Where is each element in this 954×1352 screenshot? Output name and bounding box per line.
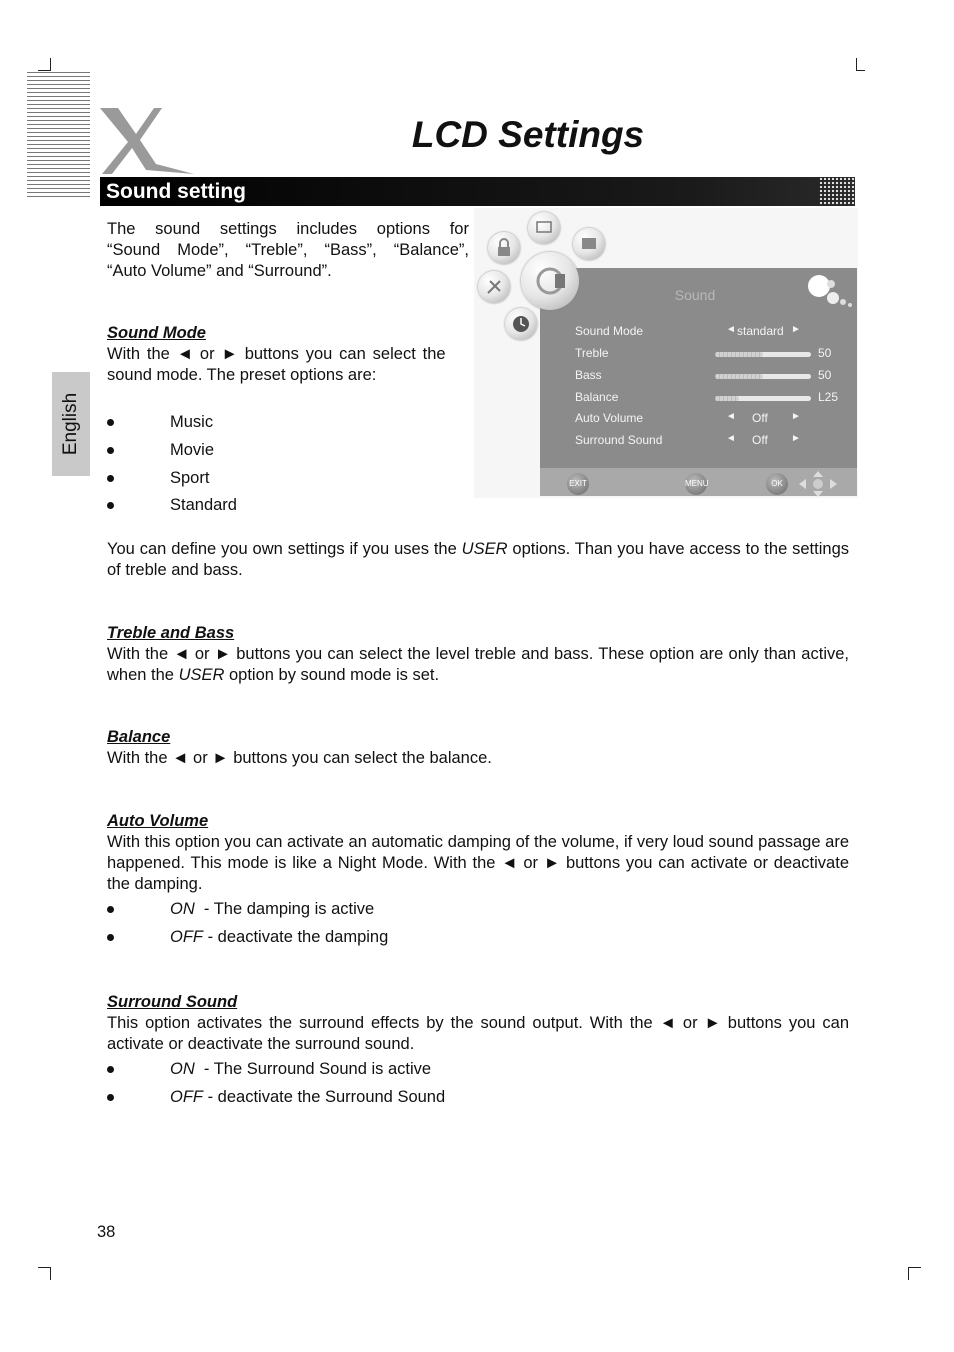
text: option by sound mode is set. [224,666,440,684]
treble-bass-text [107,644,849,686]
bullet-icon [107,906,114,913]
text: You can define you own settings if you uses the [107,540,462,558]
dot-pattern [819,177,855,206]
text: - The damping is active [194,900,375,918]
text: - deactivate the Surround Sound [203,1088,446,1106]
bullet-icon [107,934,114,941]
surround-block [107,992,849,1055]
treble-bass-heading: Treble and Bass [107,624,235,642]
balance-heading: Balance [107,728,171,746]
option-label: Movie [170,441,215,459]
auto-volume-block [107,811,849,895]
bullet-icon [107,447,114,454]
treble-slider[interactable] [715,352,811,357]
slider-fill [715,374,763,379]
bass-slider[interactable] [715,374,811,379]
lock-icon [488,232,520,264]
osd-row-label: Balance [575,390,619,404]
right-arrow-icon[interactable]: ► [791,324,801,335]
bullet-icon [107,475,114,482]
treble-bass-block [107,623,849,686]
bullet-icon [107,419,114,426]
left-arrow-icon[interactable]: ◄ [726,411,736,422]
sound-mode-line-2: sound mode. The preset options are: [107,366,377,384]
left-arrow-icon[interactable]: ◄ [726,324,736,335]
balance-slider[interactable] [715,396,811,401]
intro-line-2 [107,240,469,261]
surround-heading: Surround Sound [107,993,238,1011]
text: With the ◄ or ► buttons you can select the [107,345,446,363]
osd-row-label: Surround Sound [575,433,663,447]
language-label: English [60,392,81,456]
option-label: Standard [170,496,237,514]
decorative-stripes [27,72,90,200]
osd-row-value: Off [752,411,768,425]
right-arrow-icon[interactable]: ► [791,411,801,422]
section-title: Sound setting [106,180,246,203]
osd-row-label: Sound Mode [575,324,644,338]
osd-row-value: standard [737,324,784,338]
osd-row-label: Bass [575,368,602,382]
osd-row-surround-sound[interactable] [575,433,845,453]
osd-row-value: L25 [818,390,839,404]
text: options. Than you have access to the settings of treble and bass. [107,540,849,579]
word: Mode”, [177,241,229,259]
auto-volume-heading: Auto Volume [107,812,209,830]
exit-button[interactable]: EXIT [567,473,589,495]
page-title: LCD Settings [411,114,645,155]
page-number: 38 [97,1223,116,1241]
word: for [449,220,469,238]
text: USER [178,666,225,684]
left-arrow-icon[interactable]: ◄ [726,433,736,444]
user-settings-paragraph [107,539,849,581]
crop-mark-bottom-right [908,1267,921,1280]
osd-row-label: Auto Volume [575,411,644,425]
osd-row-label: Treble [575,346,609,360]
text: - deactivate the damping [203,928,389,946]
intro-line-1 [107,219,469,240]
text: - The Surround Sound is active [194,1060,432,1078]
text: ON [170,900,195,918]
language-tab [52,372,90,476]
option-label: Sport [170,469,210,487]
x-logo-icon [96,104,196,178]
osd-title: Sound [674,287,716,303]
ok-button[interactable]: OK [766,473,788,495]
bullet-icon [107,1066,114,1073]
crop-mark-bottom-left [38,1267,51,1280]
osd-row-bass[interactable] [575,368,845,388]
section-bar [100,177,855,206]
text: With the ◄ or ► buttons you can select the level treble and bass. These option are only than active, when the [107,645,849,684]
word: “Bass”, [324,241,377,259]
osd-row-treble[interactable] [575,346,845,366]
bullet-icon [107,1094,114,1101]
options-icon [478,271,510,303]
intro-line-3: “Auto Volume” and “Surround”. [107,262,332,280]
clock-icon [505,308,537,340]
text: USER [461,540,508,558]
menu-button[interactable]: MENU [685,473,707,495]
osd-row-value: 50 [818,368,832,382]
word: “Sound [107,241,161,259]
word: “Balance”, [393,241,469,259]
word: “Treble”, [245,241,308,259]
osd-row-auto-volume[interactable] [575,411,845,431]
word: The [107,220,136,238]
bullet-icon [107,502,114,509]
text: OFF [170,1088,203,1106]
surround-text: This option activates the surround effects by the sound output. With the ◄ or ► buttons you can activate or deactivate the surround sound. [107,1014,849,1053]
osd-row-value: 50 [818,346,832,360]
auto-volume-text: With this option you can activate an automatic damping of the volume, if very loud sound passage are happened. This mode is like a Night Mode. With the ◄ or ► buttons you can activate or deactivate the damping. [107,833,849,893]
bubbles-decoration-icon [805,274,857,310]
balance-block [107,727,849,769]
sound-mode-line-1 [107,344,469,365]
right-arrow-icon[interactable]: ► [791,433,801,444]
sound-icon [521,252,579,310]
crop-mark-top-left [38,58,51,71]
word: includes [296,220,358,238]
sound-mode-block [107,323,469,386]
word: sound [155,220,201,238]
text: ON [170,1060,195,1078]
sound-mode-heading: Sound Mode [107,324,206,342]
slider-fill [715,396,739,401]
osd-row-value: Off [752,433,768,447]
osd-row-sound-mode[interactable] [575,324,845,344]
osd-row-balance[interactable] [575,390,845,410]
option-label: Music [170,413,214,431]
intro-paragraph [107,219,469,282]
slider-fill [715,352,763,357]
word: options [376,220,430,238]
balance-text: With the ◄ or ► buttons you can select the balance. [107,749,492,767]
text: OFF [170,928,203,946]
picture-icon [528,212,560,244]
crop-mark-top-right [856,58,865,71]
word: settings [219,220,277,238]
nav-arrows-icon [797,470,839,498]
